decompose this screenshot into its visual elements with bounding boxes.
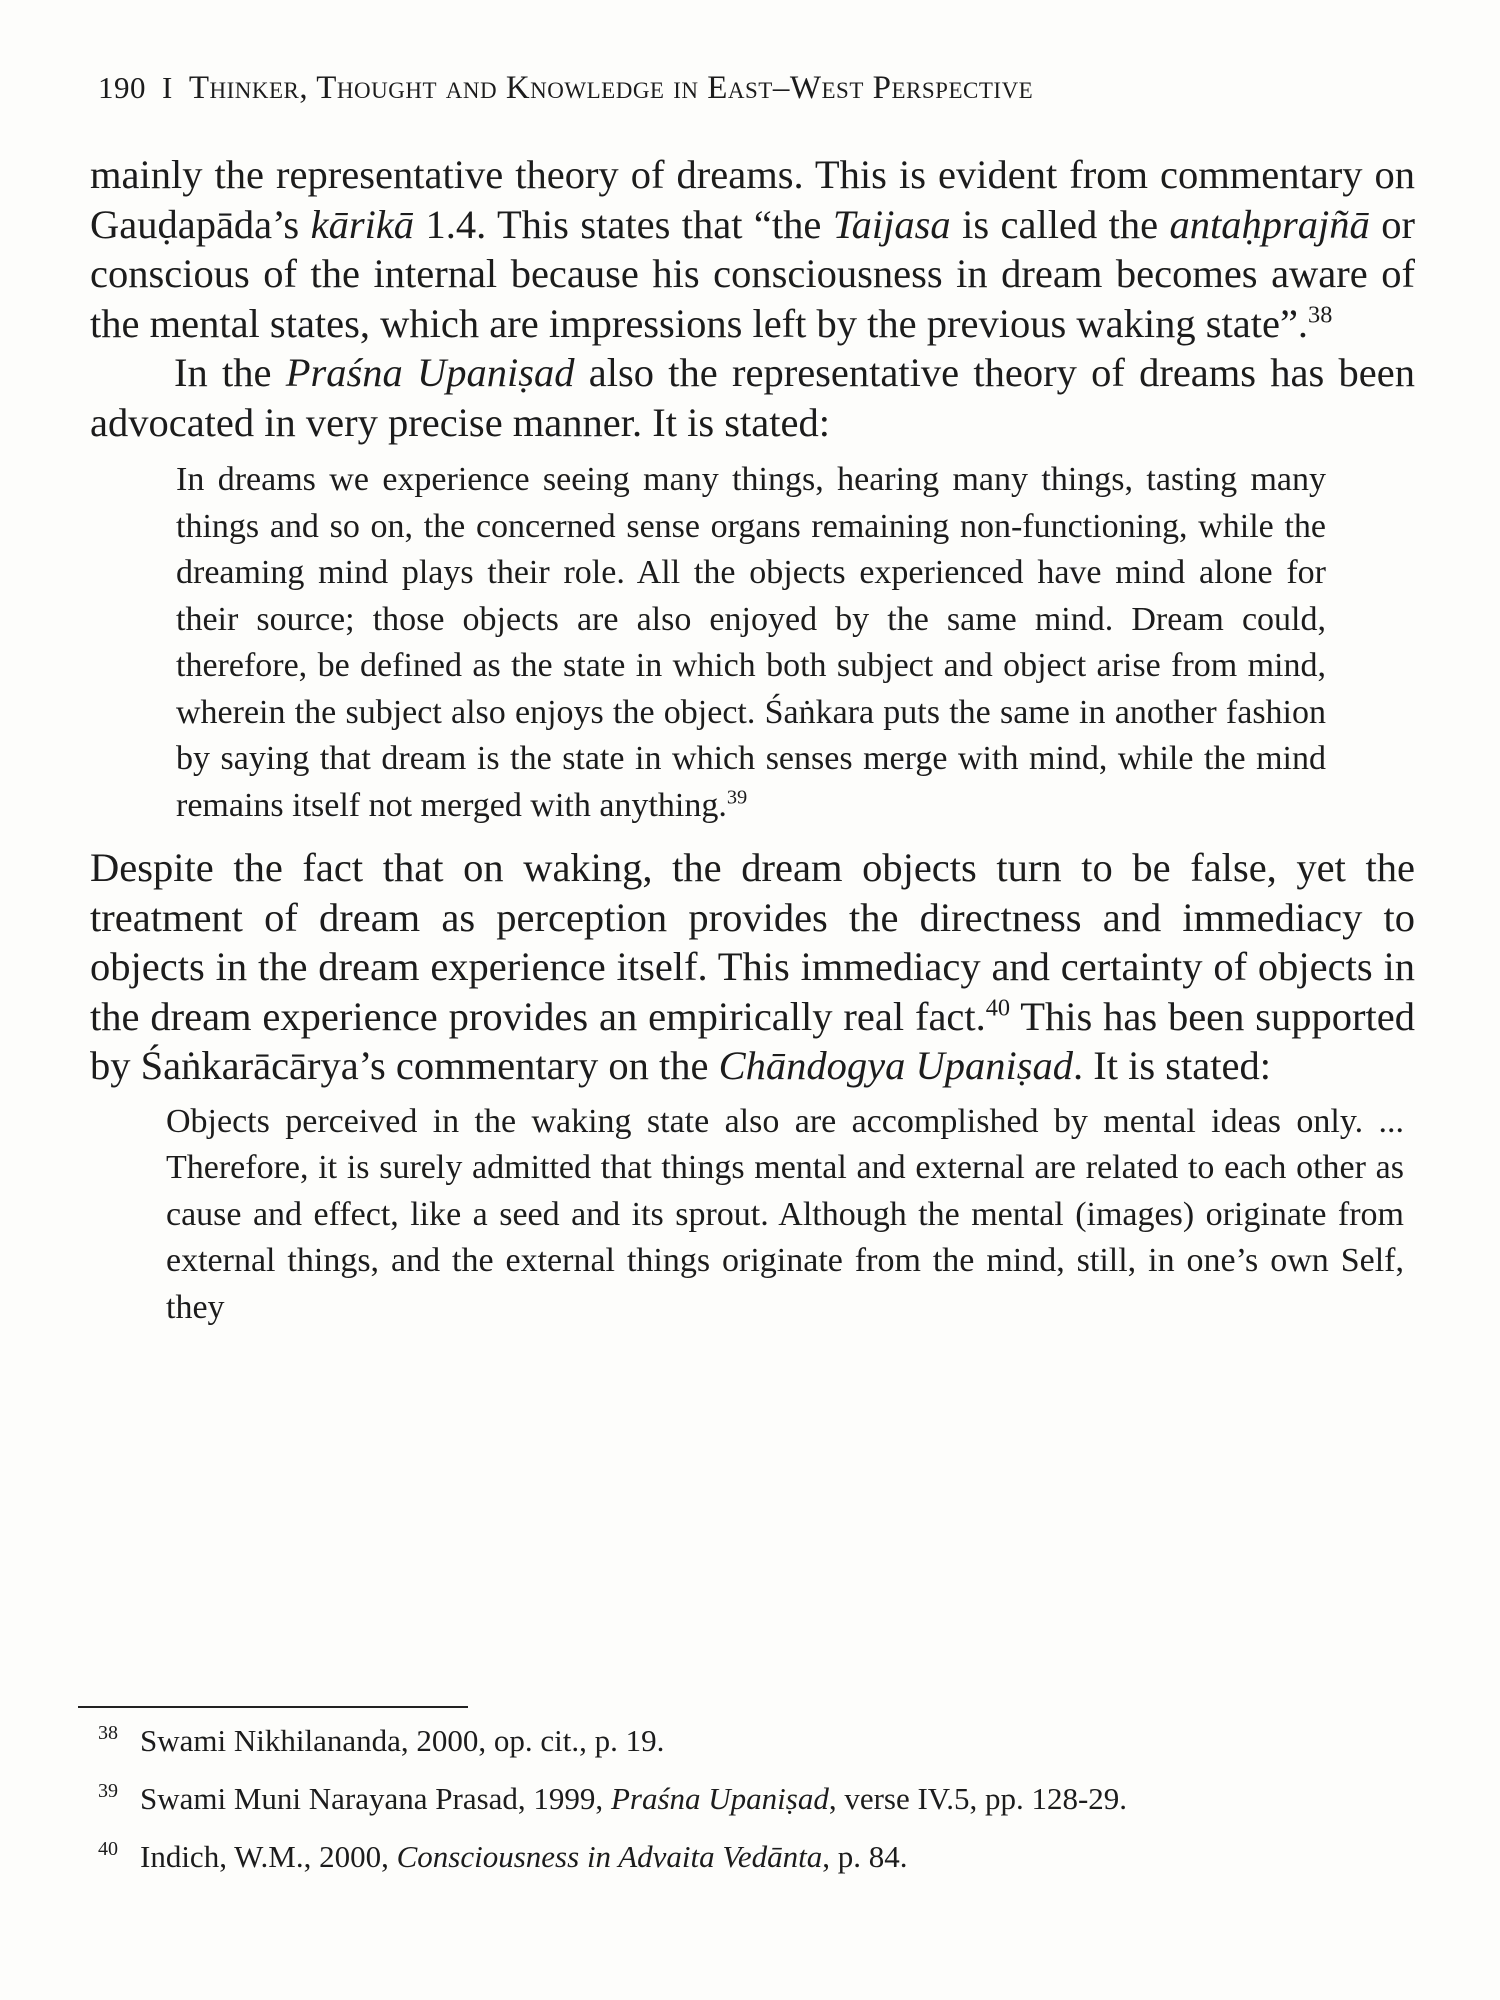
text-run: or conscious of the internal because his consciousness in dream becomes aware of the mental states, which are impressions left by the previous waking state”. [90, 201, 1415, 346]
paragraph-3 [90, 843, 1415, 1091]
block-quote-2 [166, 1099, 1404, 1332]
text-run: This has been supported by Śaṅkarācārya’s commentary on the [90, 993, 1416, 1088]
footnote-text: Swami Muni Narayana Prasad, 1999, [140, 1781, 611, 1816]
italic-term: Taijasa [832, 201, 951, 247]
header-separator: I [162, 70, 173, 105]
footnote-ref-40: 40 [985, 994, 1011, 1021]
italic-term: kārikā [310, 201, 415, 247]
running-head [98, 70, 1398, 107]
footnote-italic: Praśna Upaniṣad [610, 1781, 829, 1816]
text-run: also the representative theory of dreams has been advocated in very precise manner. It is stated: [90, 350, 1415, 445]
footnote-38 [96, 1720, 1396, 1762]
footnote-text: Swami Nikhilananda, 2000, op. cit., p. 19. [140, 1723, 665, 1758]
footnote-number: 38 [98, 1722, 118, 1744]
italic-term: Chāndogya Upaniṣad [718, 1043, 1074, 1088]
text-run: In the [174, 350, 286, 395]
block-quote-1 [176, 457, 1326, 829]
footnote-text: Indich, W.M., 2000, [140, 1839, 397, 1874]
quote-text: In dreams we experience seeing many things, hearing many things, tasting many things and so on, the concerned sense organs remaining non-functioning, while the dreaming mind plays their role. All the objects experienced have mind alone for their source; those objects are also enjoyed by the same mind. Dream could, therefore, be defined as the state in which both subject and object arise from mind, wherein the subject also enjoys the object. Śaṅkara puts the same in another fashion by saying that dream is the state in which senses merge with mind, while the mind remains itself not merged with anything. [176, 461, 1326, 824]
italic-term: antaḥprajñā [1169, 201, 1370, 247]
body-text [90, 150, 1415, 1331]
footnote-ref-38: 38 [1308, 301, 1333, 328]
text-run: 1.4. This states that “the [414, 201, 833, 247]
footnotes [96, 1720, 1396, 1894]
footnote-text: , p. 84. [822, 1839, 908, 1874]
footnote-rule [78, 1706, 468, 1708]
text-run: Despite the fact that on waking, the dream objects turn to be false, yet the treatment of dream as perception provides the directness and immediacy to objects in the dream experience itself. This immediacy and certainty of objects in the dream experience provides an empirically real fact. [90, 845, 1415, 1039]
paragraph-2 [90, 348, 1415, 447]
footnote-italic: Consciousness in Advaita Vedānta [396, 1839, 823, 1874]
running-title: Thinker, Thought and Knowledge in East–West Perspective [188, 70, 1034, 106]
text-run: is called the [950, 201, 1170, 247]
footnote-ref-39: 39 [726, 786, 748, 809]
page-number: 190 [98, 70, 146, 105]
text-run: mainly the representative theory of dreams. This is evident from commentary on Gauḍapāda’s [90, 152, 1415, 247]
italic-term: Praśna Upaniṣad [285, 350, 575, 395]
footnote-40 [96, 1836, 1396, 1878]
footnote-text: , verse IV.5, pp. 128-29. [828, 1781, 1128, 1816]
footnote-39 [96, 1778, 1396, 1820]
quote-text: Objects perceived in the waking state also are accomplished by mental ideas only. ... Therefore, it is surely admitted that things mental and external are related to each other as cause and effect, like a seed and its sprout. Although the mental (images) originate from external things, and the external things originate from the mind, still, in one’s own Self, they [166, 1102, 1404, 1326]
footnote-number: 40 [98, 1838, 118, 1860]
paragraph-1 [90, 150, 1415, 348]
text-run: . It is stated: [1073, 1043, 1271, 1088]
footnote-number: 39 [98, 1780, 118, 1802]
